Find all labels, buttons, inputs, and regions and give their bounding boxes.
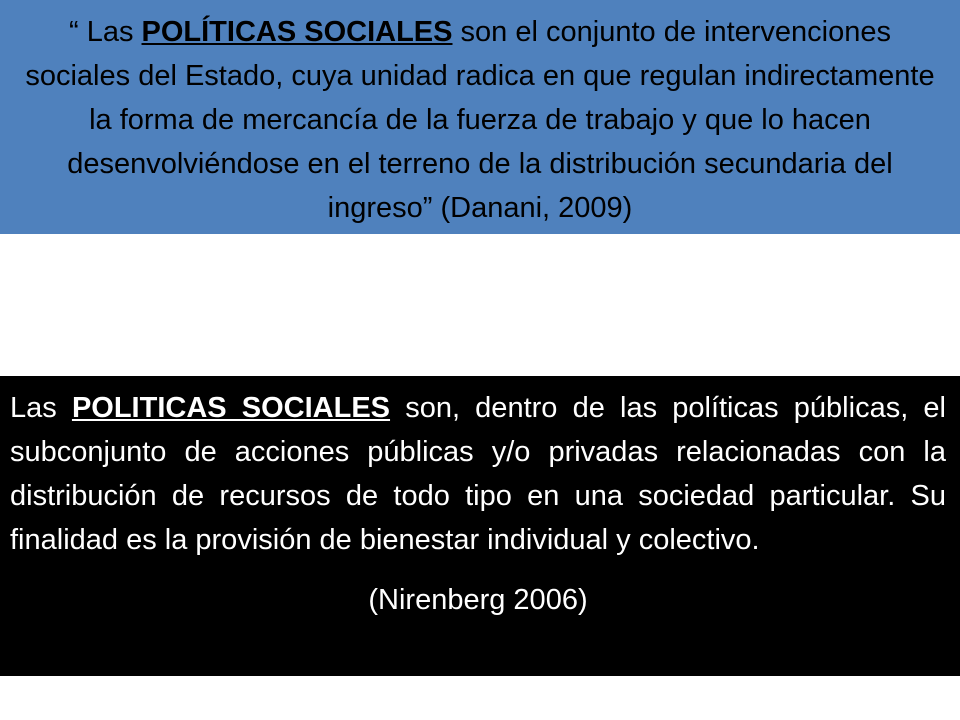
- nirenberg-quote-box: [0, 376, 960, 676]
- danani-citation: (Danani, 2009): [432, 192, 633, 224]
- danani-quote-text: [14, 10, 946, 230]
- nirenberg-quote-body: son, dentro de las políticas públicas, el subconjunto de acciones públicas y/o privadas relacionadas con la distribución de recursos de todo tipo en una sociedad particular. Su finalidad es la provisión de bienestar individual y colectivo.: [10, 392, 946, 556]
- danani-quote-box: [0, 0, 960, 234]
- danani-open-quote: “ Las: [68, 16, 142, 48]
- nirenberg-quote-text: [10, 386, 946, 562]
- danani-close-quote: ”: [422, 192, 433, 224]
- nirenberg-citation: (Nirenberg 2006): [368, 584, 588, 616]
- danani-emphasis-term: POLÍTICAS SOCIALES: [141, 16, 453, 48]
- nirenberg-emphasis-term: POLITICAS SOCIALES: [71, 392, 391, 424]
- danani-quote-body: son el conjunto de intervenciones sociales del Estado, cuya unidad radica en que regulan indirectamente la forma de mercancía de la fuerza de trabajo y que lo hacen desenvolviéndose en el terreno de la distribución secundaria del ingreso: [25, 16, 935, 224]
- nirenberg-lead: Las: [10, 392, 72, 424]
